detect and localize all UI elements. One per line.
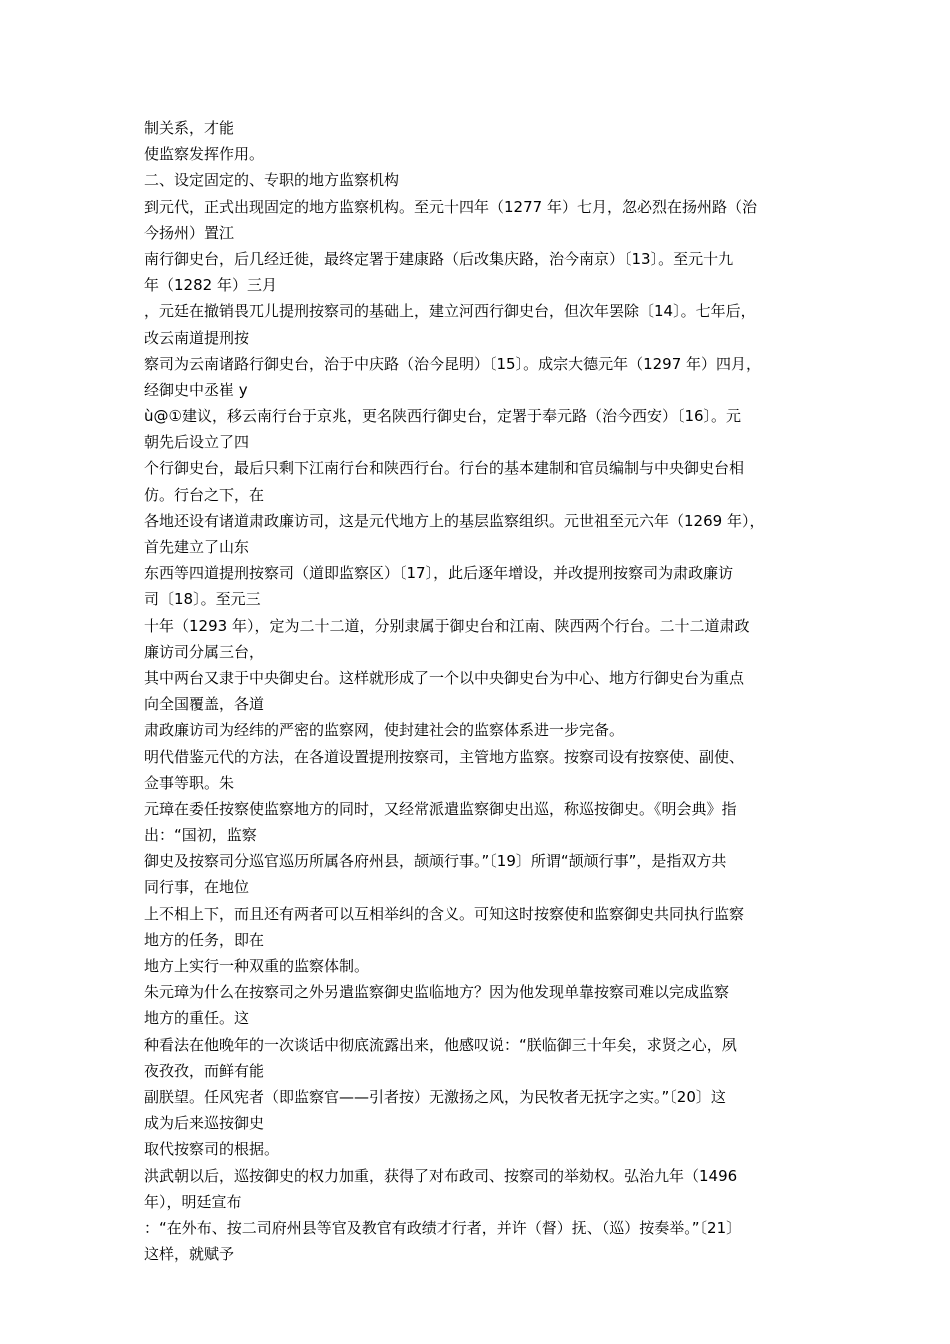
text-line: 二、设定固定的、专职的地方监察机构 (144, 171, 400, 190)
text-line: 其中两台又隶于中央御史台。这样就形成了一个以中央御史台为中心、地方行御史台为重点 (144, 668, 745, 687)
text-line: 东西等四道提刑按察司（道即监察区）〔17〕，此后逐年增设，并改提刑按察司为肃政廉访 (144, 564, 734, 583)
text-line: 佥事等职。朱 (144, 773, 235, 792)
text-line: 改云南道提刑按 (144, 328, 250, 347)
text-line: 年（1282 年）三月 (144, 276, 277, 295)
text-line: 取代按察司的根据。 (144, 1140, 280, 1159)
text-line: 洪武朝以后，巡按御史的权力加重，获得了对布政司、按察司的举劾权。弘治九年（1496 (144, 1166, 738, 1185)
text-line: 仿。行台之下，在 (144, 485, 265, 504)
text-line: 夜孜孜，而鲜有能 (144, 1061, 265, 1080)
text-line: 司〔18〕。至元三 (144, 590, 261, 609)
text-line: 使监察发挥作用。 (144, 145, 265, 164)
text-line: 出：“国初，监察 (144, 826, 257, 845)
text-line: 廉访司分属三台， (144, 642, 265, 661)
text-line: 到元代，正式出现固定的地方监察机构。至元十四年（1277 年）七月，忽必烈在扬州路（治 (144, 197, 757, 216)
text-line: 肃政廉访司为经纬的严密的监察网，使封建社会的监察体系进一步完备。 (144, 721, 625, 740)
text-line: 成为后来巡按御史 (144, 1114, 265, 1133)
text-line: 这样，就赋予 (144, 1245, 235, 1264)
document-body (144, 115, 814, 1267)
text-line: 地方的重任。这 (144, 1009, 250, 1028)
text-line: 朱元璋为什么在按察司之外另遣监察御史监临地方？因为他发现单靠按察司难以完成监察 (144, 983, 730, 1002)
text-line: 首先建立了山东 (144, 538, 250, 556)
text-line: 副朕望。任风宪者（即监察官——引者按）无激扬之风，为民牧者无抚字之实。”〔20〕这 (144, 1087, 726, 1106)
text-line: 地方的任务，即在 (144, 930, 265, 949)
text-line: 地方上实行一种双重的监察体制。 (144, 957, 370, 975)
text-line: ù@①建议，移云南行台于京兆，更名陕西行御史台，定署于奉元路（治今西安）〔16〕。元 (144, 407, 742, 426)
text-line: 各地还设有诸道肃政廉访司，这是元代地方上的基层监察组织。元世祖至元六年（1269 年）， (144, 511, 765, 530)
text-line: 个行御史台，最后只剩下江南行台和陕西行台。行台的基本建制和官员编制与中央御史台相 (144, 459, 745, 478)
text-line: 朝先后设立了四 (144, 433, 250, 452)
text-line: 制关系，才能 (144, 119, 235, 137)
text-line: 种看法在他晚年的一次谈话中彻底流露出来，他感叹说：“朕临御三十年矣，求贤之心，夙 (144, 1035, 737, 1054)
text-line: 上不相上下，而且还有两者可以互相举纠的含义。可知这时按察使和监察御史共同执行监察 (144, 904, 745, 923)
text-line: 察司为云南诸路行御史台，治于中庆路（治今昆明）〔15〕。成宗大德元年（1297 年）四月， (144, 354, 762, 373)
text-line: 年），明廷宣布 (144, 1192, 242, 1211)
text-line: 经御史中丞崔 y (144, 380, 248, 399)
text-line: ，元廷在撤销畏兀儿提刑按察司的基础上，建立河西行御史台，但次年罢除〔14〕。七年后， (144, 302, 756, 321)
text-line: 元璋在委任按察使监察地方的同时，又经常派遣监察御史出巡，称巡按御史。《明会典》指 (144, 799, 737, 818)
text-line: 十年（1293 年），定为二十二道，分别隶属于御史台和江南、陕西两个行台。二十二道肃政 (144, 616, 750, 635)
text-line: 明代借鉴元代的方法，在各道设置提刑按察司，主管地方监察。按察司设有按察使、副使、 (144, 747, 745, 766)
text-line: 同行事，在地位 (144, 878, 250, 897)
text-line: 南行御史台，后几经迁徙，最终定署于建康路（后改集庆路，治今南京）〔13〕。至元十九 (144, 249, 734, 268)
text-line: 向全国覆盖，各道 (144, 695, 265, 714)
text-line: 御史及按察司分巡官巡历所属各府州县，颉颃行事。”〔19〕所谓“颉颃行事”，是指双方共 (144, 852, 727, 871)
text-line: ：“在外布、按二司府州县等官及教官有政绩才行者，并许（督）抚、（巡）按奏举。”〔21〕 (144, 1218, 742, 1237)
text-line: 今扬州）置江 (144, 223, 235, 242)
